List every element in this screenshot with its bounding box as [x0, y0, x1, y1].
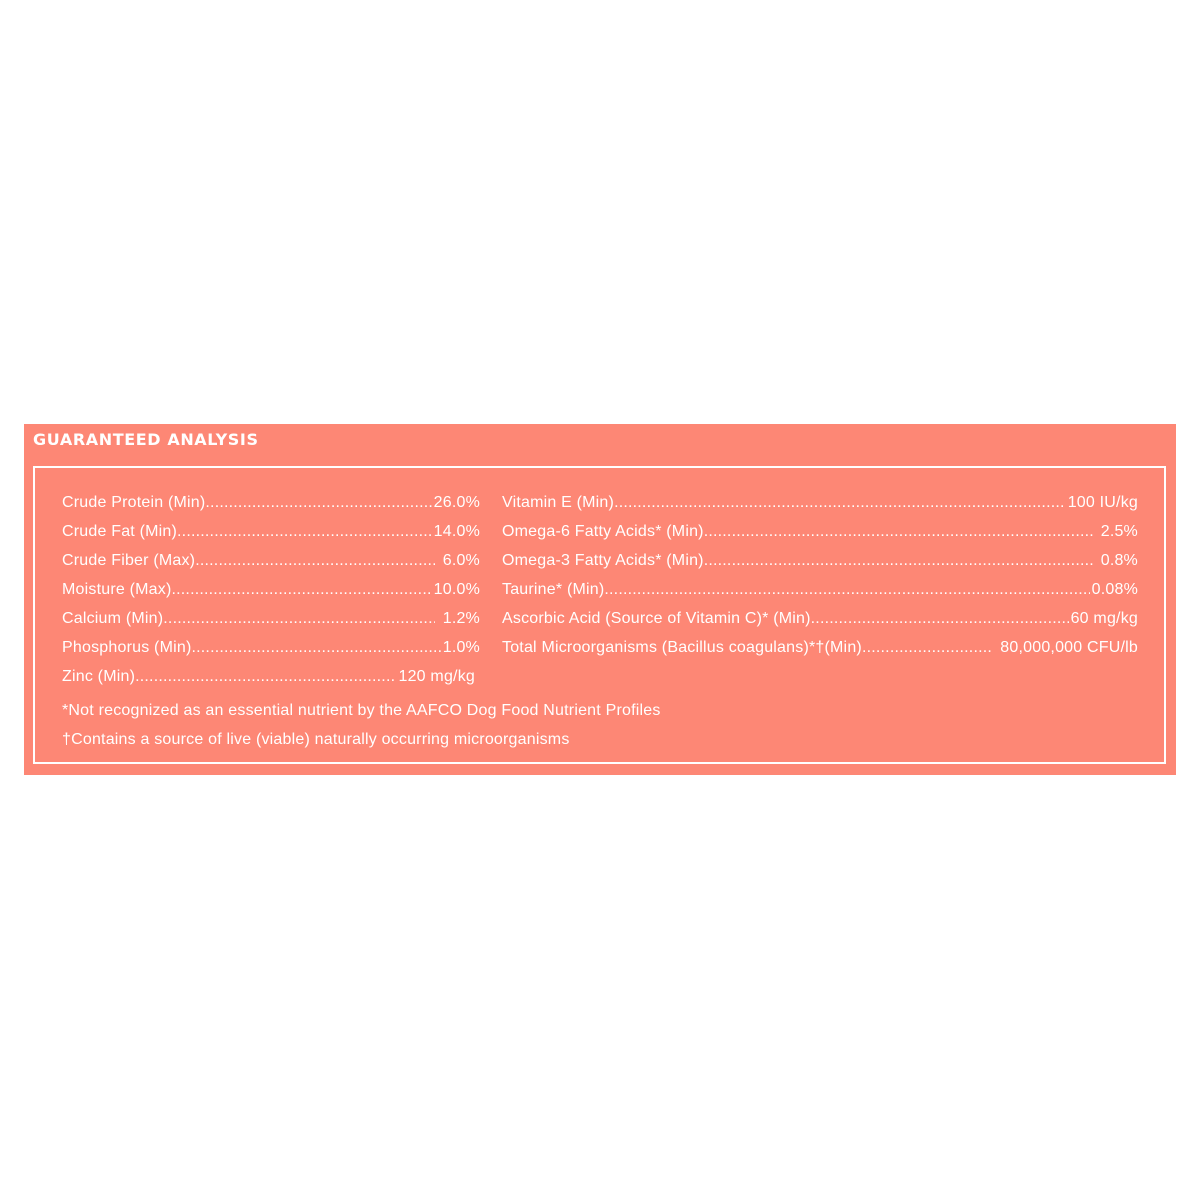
nutrient-label: Total Microorganisms (Bacillus coagulans)*†(Min) — [502, 639, 862, 656]
nutrient-label: Moisture (Max) — [62, 581, 172, 598]
nutrient-value: 10.0% — [433, 581, 480, 598]
panel-title: GUARANTEED ANALYSIS — [33, 430, 259, 449]
footnote-essential-nutrient: *Not recognized as an essential nutrient by the AAFCO Dog Food Nutrient Profiles — [62, 702, 661, 719]
leader-dots — [163, 604, 434, 633]
leader-dots — [704, 546, 1093, 575]
leader-dots — [135, 662, 396, 691]
nutrient-label: Ascorbic Acid (Source of Vitamin C)* (Min) — [502, 610, 811, 627]
nutrient-value: 1.0% — [442, 639, 480, 656]
right-nutrient-column — [502, 488, 1138, 662]
nutrient-row — [62, 488, 480, 517]
leader-dots — [811, 604, 1069, 633]
nutrient-value: 14.0% — [433, 523, 480, 540]
leader-dots — [205, 488, 431, 517]
footnote-live-microorganisms: †Contains a source of live (viable) naturally occurring microorganisms — [62, 731, 570, 748]
footnotes — [62, 696, 661, 754]
nutrient-label: Omega-3 Fatty Acids* (Min) — [502, 552, 704, 569]
nutrient-label: Calcium (Min) — [62, 610, 164, 627]
nutrient-value: 0.08% — [1091, 581, 1138, 598]
leader-dots — [704, 517, 1093, 546]
leader-dots — [177, 517, 432, 546]
nutrient-value: 1.2% — [442, 610, 480, 627]
nutrient-row — [502, 488, 1138, 517]
leader-dots — [195, 546, 435, 575]
nutrient-value: 80,000,000 CFU/lb — [1000, 639, 1138, 656]
nutrient-row — [502, 604, 1138, 633]
nutrient-row — [62, 633, 480, 662]
nutrient-value: 100 IU/kg — [1067, 494, 1138, 511]
nutrient-value: 2.5% — [1100, 523, 1138, 540]
nutrient-label: Crude Protein (Min) — [62, 494, 206, 511]
nutrient-value: 26.0% — [433, 494, 480, 511]
nutrient-value: 0.8% — [1100, 552, 1138, 569]
nutrient-label: Vitamin E (Min) — [502, 494, 615, 511]
nutrient-label: Omega-6 Fatty Acids* (Min) — [502, 523, 704, 540]
nutrient-value: 60 mg/kg — [1070, 610, 1138, 627]
guaranteed-analysis-panel — [24, 424, 1176, 775]
nutrient-label: Phosphorus (Min) — [62, 639, 192, 656]
nutrient-row — [62, 546, 480, 575]
nutrient-row — [502, 517, 1138, 546]
nutrient-value: 6.0% — [442, 552, 480, 569]
nutrient-row — [62, 662, 475, 691]
nutrient-label: Zinc (Min) — [62, 668, 136, 685]
nutrient-label: Crude Fiber (Max) — [62, 552, 196, 569]
nutrient-label: Crude Fat (Min) — [62, 523, 178, 540]
nutrient-row — [62, 517, 480, 546]
leader-dots — [171, 575, 431, 604]
nutrient-row — [502, 575, 1138, 604]
nutrient-row — [502, 546, 1138, 575]
nutrient-row — [502, 633, 1138, 662]
leader-dots — [191, 633, 440, 662]
left-nutrient-column — [62, 488, 480, 691]
leader-dots — [604, 575, 1089, 604]
nutrient-value: 120 mg/kg — [398, 668, 475, 685]
analysis-box — [33, 466, 1166, 764]
leader-dots — [614, 488, 1066, 517]
nutrient-row — [62, 604, 480, 633]
nutrient-row — [62, 575, 480, 604]
leader-dots — [862, 633, 992, 662]
nutrient-label: Taurine* (Min) — [502, 581, 605, 598]
